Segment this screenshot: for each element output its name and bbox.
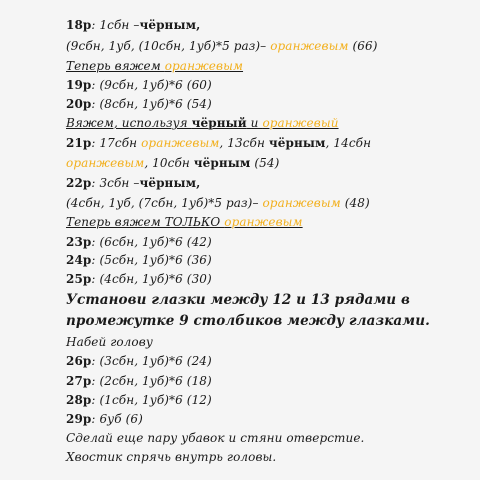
row-28 — [66, 393, 212, 407]
row-text: : (6сбн, 1уб)*6 (42) — [91, 235, 212, 249]
row-number: 24р — [66, 253, 92, 267]
row-23 — [66, 235, 212, 249]
row-29 — [66, 412, 143, 426]
section-text: Теперь вяжем ТОЛЬКО — [66, 215, 225, 229]
row-25 — [66, 272, 212, 286]
row-number: 27р — [66, 374, 92, 388]
row-number: 19р — [66, 78, 92, 92]
row-text: (9сбн, 1уб, (10сбн, 1уб)*5 раз)– — [66, 39, 271, 53]
row-text: : (1сбн, 1уб)*6 (12) — [91, 393, 212, 407]
section-both-colors — [66, 116, 339, 130]
row-21-line2 — [66, 156, 279, 170]
row-text: : 17сбн — [91, 136, 142, 150]
black-word: чёрным, — [139, 176, 201, 190]
row-text: : 6уб (6) — [91, 412, 143, 426]
row-text: : (9сбн, 1уб)*6 (60) — [91, 78, 212, 92]
row-text: : (4сбн, 1уб)*6 (30) — [91, 272, 212, 286]
section-orange-only-1 — [66, 59, 243, 73]
row-19 — [66, 78, 212, 92]
row-18-line2 — [66, 39, 377, 53]
row-26 — [66, 354, 212, 368]
row-text: , 10сбн — [144, 156, 194, 170]
row-18-line1 — [66, 18, 200, 32]
row-21-line1 — [66, 136, 371, 150]
orange-word: оранжевым — [66, 156, 145, 170]
black-word: чёрным, — [139, 18, 201, 32]
section-orange-only-2 — [66, 215, 303, 229]
eyes-instruction-line2: промежутке 9 столбиков между глазками. — [66, 313, 430, 329]
row-22-line2 — [66, 196, 370, 210]
row-number: 18р — [66, 18, 92, 32]
row-count: (48) — [340, 196, 370, 210]
row-number: 20р — [66, 97, 92, 111]
row-text: : (2сбн, 1уб)*6 (18) — [91, 374, 212, 388]
section-text: Вяжем, используя — [66, 116, 192, 130]
row-text: : (3сбн, 1уб)*6 (24) — [91, 354, 212, 368]
row-24 — [66, 253, 212, 267]
finish-note-line1: Сделай еще пару убавок и стяни отверстие. — [66, 431, 365, 445]
row-text: : 3сбн – — [91, 176, 140, 190]
row-number: 29р — [66, 412, 92, 426]
row-text: : (5сбн, 1уб)*6 (36) — [91, 253, 212, 267]
black-word: чёрным — [193, 156, 251, 170]
black-word: чёрный — [191, 116, 247, 130]
row-count: (66) — [348, 39, 378, 53]
finish-note-line2: Хвостик спрячь внутрь головы. — [66, 450, 277, 464]
section-text: Теперь вяжем — [66, 59, 165, 73]
row-20 — [66, 97, 212, 111]
orange-word: оранжевым — [164, 59, 244, 73]
row-number: 28р — [66, 393, 92, 407]
row-text: (4сбн, 1уб, (7сбн, 1уб)*5 раз)– — [66, 196, 263, 210]
row-text: , 14сбн — [325, 136, 372, 150]
row-27 — [66, 374, 212, 388]
orange-word: оранжевым — [262, 196, 341, 210]
orange-word: оранжевым — [224, 215, 303, 229]
row-text: : (8сбн, 1уб)*6 (54) — [91, 97, 212, 111]
row-text: : 1сбн – — [91, 18, 140, 32]
orange-word: оранжевым — [141, 136, 220, 150]
row-number: 23р — [66, 235, 92, 249]
eyes-instruction-line1: Установи глазки между 12 и 13 рядами в — [66, 292, 410, 308]
row-number: 22р — [66, 176, 92, 190]
black-word: чёрным — [268, 136, 326, 150]
orange-word: оранжевый — [262, 116, 339, 130]
row-number: 21р — [66, 136, 92, 150]
section-text: и — [246, 116, 263, 130]
row-count: (54) — [250, 156, 280, 170]
stuff-head-note: Набей голову — [66, 335, 153, 349]
row-text: , 13сбн — [219, 136, 269, 150]
row-22-line1 — [66, 176, 200, 190]
orange-word: оранжевым — [270, 39, 349, 53]
row-number: 26р — [66, 354, 92, 368]
row-number: 25р — [66, 272, 92, 286]
